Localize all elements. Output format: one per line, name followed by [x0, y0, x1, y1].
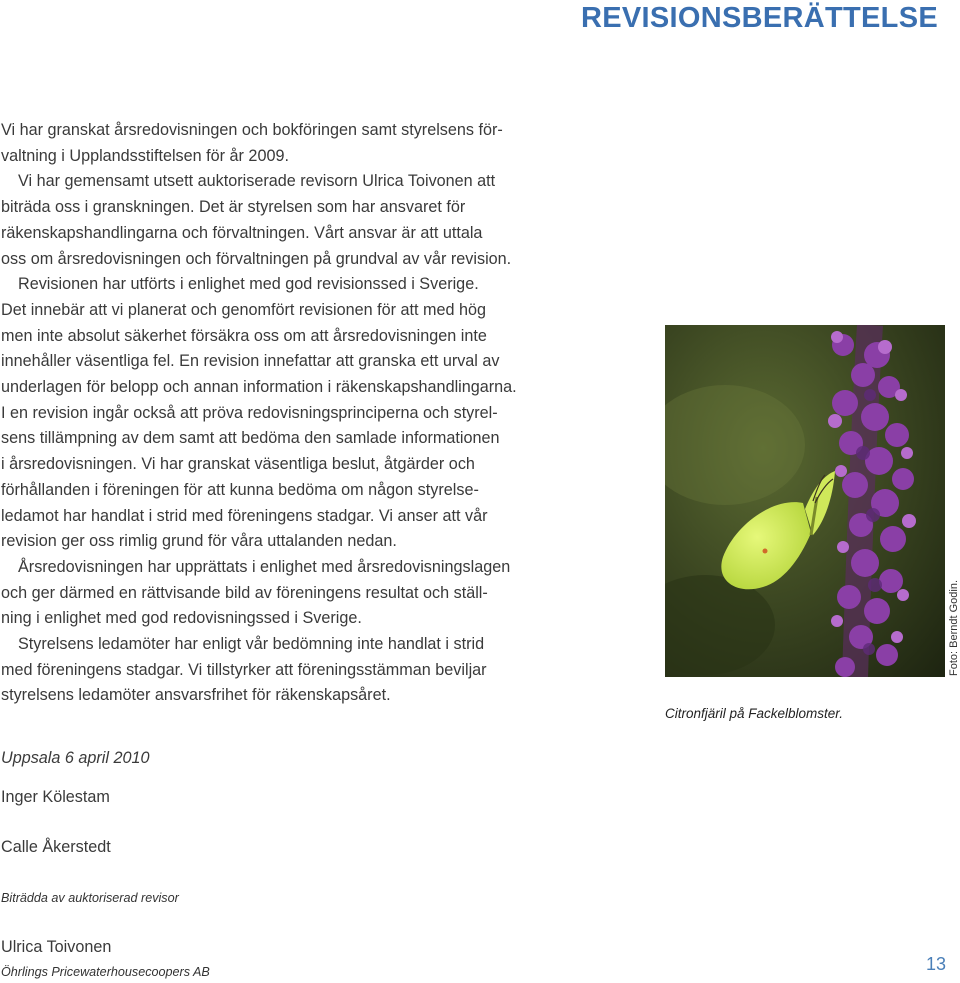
place-date: Uppsala 6 april 2010 — [1, 749, 150, 767]
body-line: underlagen för belopp och annan information i räkenskapshandlingarna. — [1, 378, 517, 397]
body-line: styrelsens ledamöter ansvarsfrihet för räkenskapsåret. — [1, 686, 391, 705]
page-number: 13 — [925, 954, 946, 974]
body-line: oss om årsredovisningen och förvaltningen på grundval av vår revision. — [1, 249, 512, 268]
body-line: med föreningens stadgar. Vi tillstyrker att föreningsstämman beviljar — [1, 660, 487, 679]
body-line: ning i enlighet med god redovisningssed i Sverige. — [1, 609, 362, 628]
body-line: revision ger oss rimlig grund för våra uttalanden nedan. — [1, 532, 397, 551]
body-line: Styrelsens ledamöter har enligt vår bedömning inte handlat i strid — [18, 635, 485, 654]
body-line: valtning i Upplandsstiftelsen för år 2009. — [1, 146, 289, 165]
body-line: I en revision ingår också att pröva redovisningsprinciperna och styrel- — [1, 403, 498, 422]
auditor-name: Ulrica Toivonen — [1, 938, 112, 956]
signatory-name: Inger Kölestam — [1, 788, 110, 806]
auditor-label: Biträdda av auktoriserad revisor — [1, 891, 179, 905]
signatory-name: Calle Åkerstedt — [1, 838, 111, 856]
body-line: men inte absolut säkerhet försäkra oss om att årsredovisningen inte — [1, 326, 487, 345]
body-line: Årsredovisningen har upprättats i enlighet med årsredovisningslagen — [18, 557, 511, 576]
body-line: innehåller väsentliga fel. En revision innefattar att granska ett urval av — [1, 352, 500, 371]
body-line: räkenskapshandlingarna och förvaltningen. Vårt ansvar är att uttala — [1, 223, 483, 242]
audit-firm: Öhrlings Pricewaterhousecoopers AB — [1, 965, 210, 979]
body-line: Revisionen har utförts i enlighet med god revisionssed i Sverige. — [18, 275, 479, 294]
body-line: Det innebär att vi planerat och genomfört revisionen för att med hög — [1, 300, 487, 319]
body-line: Vi har granskat årsredovisningen och bokföringen samt styrelsens för- — [1, 121, 503, 139]
body-line: förhållanden i föreningen för att kunna bedöma om någon styrelse- — [1, 480, 479, 499]
body-line: och ger därmed en rättvisande bild av föreningens resultat och ställ- — [1, 583, 488, 602]
photo-credit: Foto: Berndt Godin. — [948, 580, 960, 676]
body-line: Vi har gemensamt utsett auktoriserade revisorn Ulrica Toivonen att — [18, 172, 496, 191]
body-line: i årsredovisningen. Vi har granskat väsentliga beslut, åtgärder och — [1, 455, 475, 474]
body-line: ledamot har handlat i strid med föreningens stadgar. Vi anser att vår — [1, 506, 488, 525]
page-title: REVISIONSBERÄTTELSE — [581, 2, 938, 34]
body-line: sens tillämpning av dem samt att bedöma den samlade informationen — [1, 429, 500, 448]
butterfly-photo — [665, 325, 945, 677]
body-line: biträda oss i granskningen. Det är styrelsen som har ansvaret för — [1, 198, 466, 217]
butterfly-flower-illustration — [665, 325, 945, 677]
photo-caption: Citronfjäril på Fackelblomster. — [665, 706, 844, 721]
report-body — [1, 118, 546, 709]
